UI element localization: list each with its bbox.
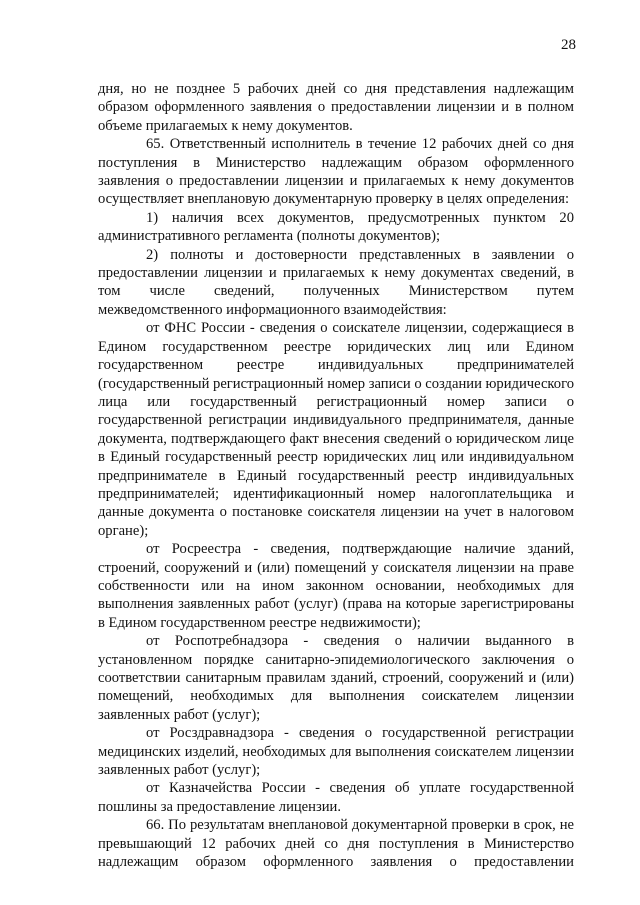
paragraph-roszdravnadzor: от Росздравнадзора - сведения о государственной регистрации медицинских изделий, необходимых для выполнения соискателем лицензии заявленных работ (услуг);: [98, 725, 574, 779]
paragraph-item-65: 65. Ответственный исполнитель в течение 12 рабочих дней со дня поступления в Министерство надлежащим образом оформленного заявления о предоставлении лицензии и прилагаемых к нему документов осуществляет внеплановую документарную проверку в целях определения:: [98, 136, 574, 208]
paragraph-rosreestr: от Росреестра - сведения, подтверждающие наличие зданий, строений, сооружений и (или) помещений у соискателя лицензии на праве собственности или на ином законном основании, необходимых для выполнения заявленных работ (услуг) (права на которые зарегистрированы в Едином государственном реестре недвижимости);: [98, 541, 574, 631]
paragraph-subitem-1: 1) наличия всех документов, предусмотренных пунктом 20 административного регламента (полноты документов);: [98, 209, 574, 245]
page-number: 28: [561, 37, 576, 53]
paragraph-kaznacheystvo: от Казначейства России - сведения об уплате государственной пошлины за предоставление лицензии.: [98, 780, 574, 815]
document-body: [98, 80, 574, 871]
paragraph-fns: от ФНС России - сведения о соискателе лицензии, содержащиеся в Едином государственном реестре юридических лиц или Едином государственном реестре индивидуальных предпринимателей (государственный регистрационный номер записи о создании юридического лица или государственный регистрационный номер записи о государственной регистрации индивидуального предпринимателя, данные документа, подтверждающего факт внесения сведений о юридическом лице в Единый государственный реестр юридических лиц или индивидуальном предпринимателе в Единый государственный реестр индивидуальных предпринимателей; идентификационный номер налогоплательщика и данные документа о постановке соискателя лицензии на учет в налоговом органе);: [98, 320, 574, 539]
paragraph-continuation: дня, но не позднее 5 рабочих дней со дня представления надлежащим образом оформленного заявления о предоставлении лицензии и в полном объеме прилагаемых к нему документов.: [98, 81, 574, 134]
paragraph-subitem-2: 2) полноты и достоверности представленных в заявлении о предоставлении лицензии и прилагаемых к нему документах сведений, в том числе сведений, полученных Министерством путем межведомственного информационного взаимодействия:: [98, 246, 574, 318]
paragraph-rospotrebnadzor: от Роспотребнадзора - сведения о наличии выданного в установленном порядке санитарно-эпидемиологического заключения о соответствии санитарным правилам зданий, строений, сооружений и (или) помещений, необходимых для выполнения соискателем лицензии заявленных работ (услуг);: [98, 633, 574, 723]
paragraph-item-66: 66. По результатам внеплановой документарной проверки в срок, не превышающий 12 рабочих дней со дня поступления в Министерство надлежащим образом оформленного заявления о предоставлении: [98, 817, 574, 871]
